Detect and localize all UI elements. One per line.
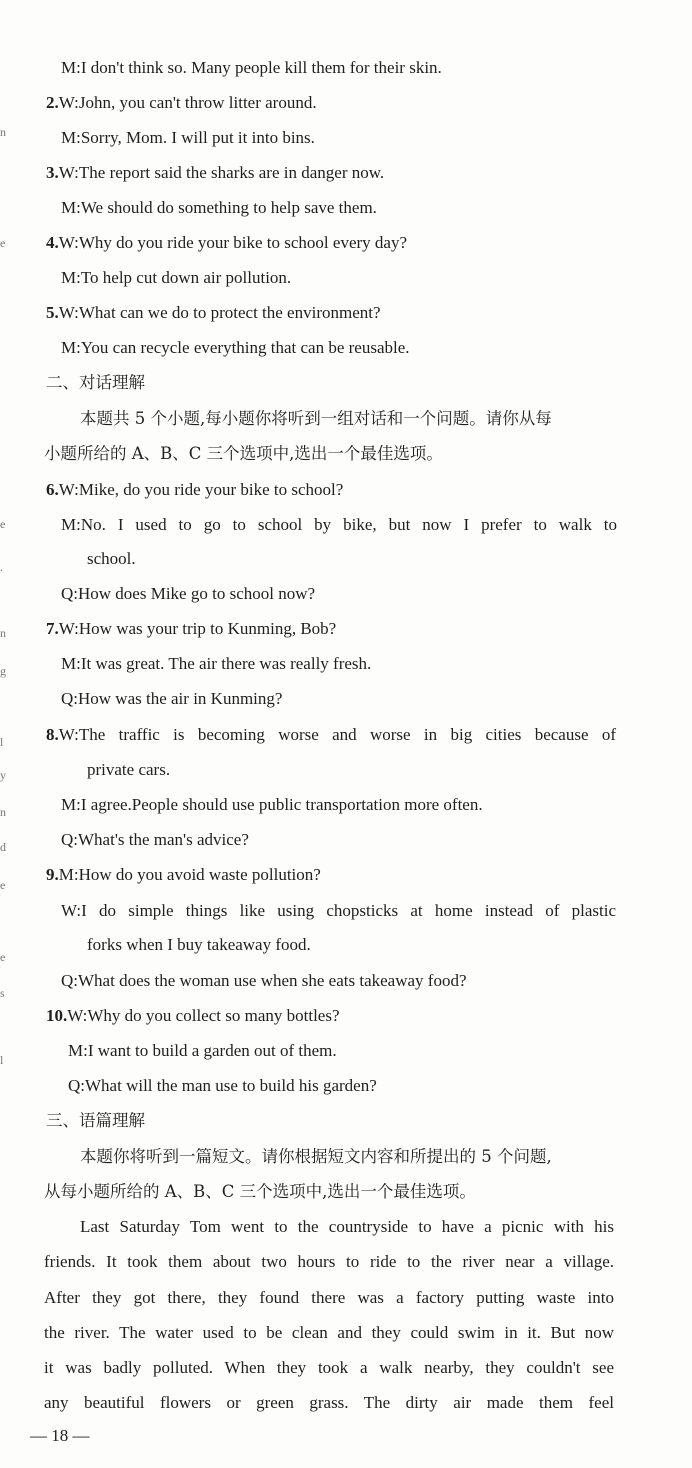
dialogue-line: M:I don't think so. Many people kill them for their skin.	[61, 58, 442, 77]
question-2	[46, 91, 317, 115]
question-line: Q:What's the man's advice?	[61, 830, 249, 849]
question-line: Q:How does Mike go to school now?	[61, 584, 316, 603]
question-line: Q:What does the woman use when she eats takeaway food?	[61, 971, 467, 990]
question-10	[46, 1004, 340, 1028]
dialogue-line: M:How do you avoid waste pollution?	[58, 865, 321, 884]
question-number: 4.	[46, 233, 59, 252]
passage-line: it was badly polluted. When they took a walk nearby, they couldn't see	[44, 1358, 614, 1377]
question-6	[46, 478, 343, 502]
question-number: 6.	[46, 480, 59, 499]
question-line: Q:How was the air in Kunming?	[61, 689, 283, 708]
dialogue-line-continued: private cars.	[87, 760, 171, 779]
section-title: 二、对话理解	[46, 373, 145, 392]
dialogue-line: M:I want to build a garden out of them.	[68, 1041, 337, 1060]
section-instruction: 本题共 5 个小题,每小题你将听到一组对话和一个问题。请你从每	[80, 409, 552, 428]
dialogue-line: W:John, you can't throw litter around.	[58, 93, 317, 112]
dialogue-line-continued: school.	[87, 549, 136, 568]
dialogue-line: M:We should do something to help save them.	[61, 198, 377, 217]
margin-mark: n	[0, 805, 6, 819]
question-number: 8.	[46, 725, 59, 744]
margin-mark: e	[0, 878, 6, 892]
question-line: Q:What will the man use to build his garden?	[68, 1076, 377, 1095]
question-8	[46, 723, 616, 747]
question-number: 9.	[46, 865, 59, 884]
margin-mark: d	[0, 840, 6, 854]
section-title: 三、语篇理解	[46, 1111, 145, 1130]
margin-mark: n	[0, 125, 6, 139]
margin-mark: e	[0, 517, 6, 531]
dialogue-line: M:I agree.People should use public transportation more often.	[61, 795, 483, 814]
passage-line: Last Saturday Tom went to the countryside to have a picnic with his	[80, 1217, 614, 1236]
dialogue-line: W:The traffic is becoming worse and worse in big cities because of	[58, 725, 616, 744]
dialogue-line: W:Why do you ride your bike to school every day?	[58, 233, 407, 252]
section-instruction: 从每小题所给的 A、B、C 三个选项中,选出一个最佳选项。	[44, 1182, 476, 1201]
question-number: 2.	[46, 93, 59, 112]
passage-line: friends. It took them about two hours to ride to the river near a village.	[44, 1252, 614, 1271]
margin-mark: s	[0, 986, 5, 1000]
dialogue-line: W:The report said the sharks are in danger now.	[58, 163, 385, 182]
dialogue-line: M:It was great. The air there was really fresh.	[61, 654, 372, 673]
question-number: 7.	[46, 619, 59, 638]
dialogue-line: W:How was your trip to Kunming, Bob?	[58, 619, 337, 638]
margin-mark: .	[0, 560, 3, 574]
passage-line: the river. The water used to be clean and they could swim in it. But now	[44, 1323, 614, 1342]
question-number: 10.	[46, 1006, 68, 1025]
dialogue-line: M:Sorry, Mom. I will put it into bins.	[61, 128, 315, 147]
passage-line: After they got there, they found there was a factory putting waste into	[44, 1288, 614, 1307]
page-number: — 18 —	[30, 1426, 90, 1445]
dialogue-line: W:Why do you collect so many bottles?	[67, 1006, 340, 1025]
margin-mark: l	[0, 735, 4, 749]
dialogue-line: M:You can recycle everything that can be reusable.	[61, 338, 410, 357]
dialogue-line: W:I do simple things like using chopsticks at home instead of plastic	[61, 901, 616, 920]
question-7	[46, 617, 336, 641]
section-instruction: 本题你将听到一篇短文。请你根据短文内容和所提出的 5 个问题,	[80, 1147, 552, 1166]
dialogue-line: M:To help cut down air pollution.	[61, 268, 292, 287]
dialogue-line: W:Mike, do you ride your bike to school?	[58, 480, 344, 499]
margin-mark: n	[0, 626, 6, 640]
dialogue-line: W:What can we do to protect the environment?	[58, 303, 381, 322]
question-9	[46, 863, 321, 887]
question-5	[46, 301, 381, 325]
question-number: 3.	[46, 163, 59, 182]
question-3	[46, 161, 384, 185]
question-4	[46, 231, 407, 255]
margin-mark: e	[0, 236, 6, 250]
margin-mark: l	[0, 1053, 4, 1067]
margin-mark: e	[0, 950, 6, 964]
margin-mark: y	[0, 768, 6, 782]
dialogue-line-continued: forks when I buy takeaway food.	[87, 935, 311, 954]
passage-line: any beautiful flowers or green grass. The dirty air made them feel	[44, 1393, 614, 1412]
margin-mark: g	[0, 664, 6, 678]
question-number: 5.	[46, 303, 59, 322]
section-instruction: 小题所给的 A、B、C 三个选项中,选出一个最佳选项。	[44, 444, 443, 463]
dialogue-line: M:No. I used to go to school by bike, but now I prefer to walk to	[61, 515, 617, 534]
